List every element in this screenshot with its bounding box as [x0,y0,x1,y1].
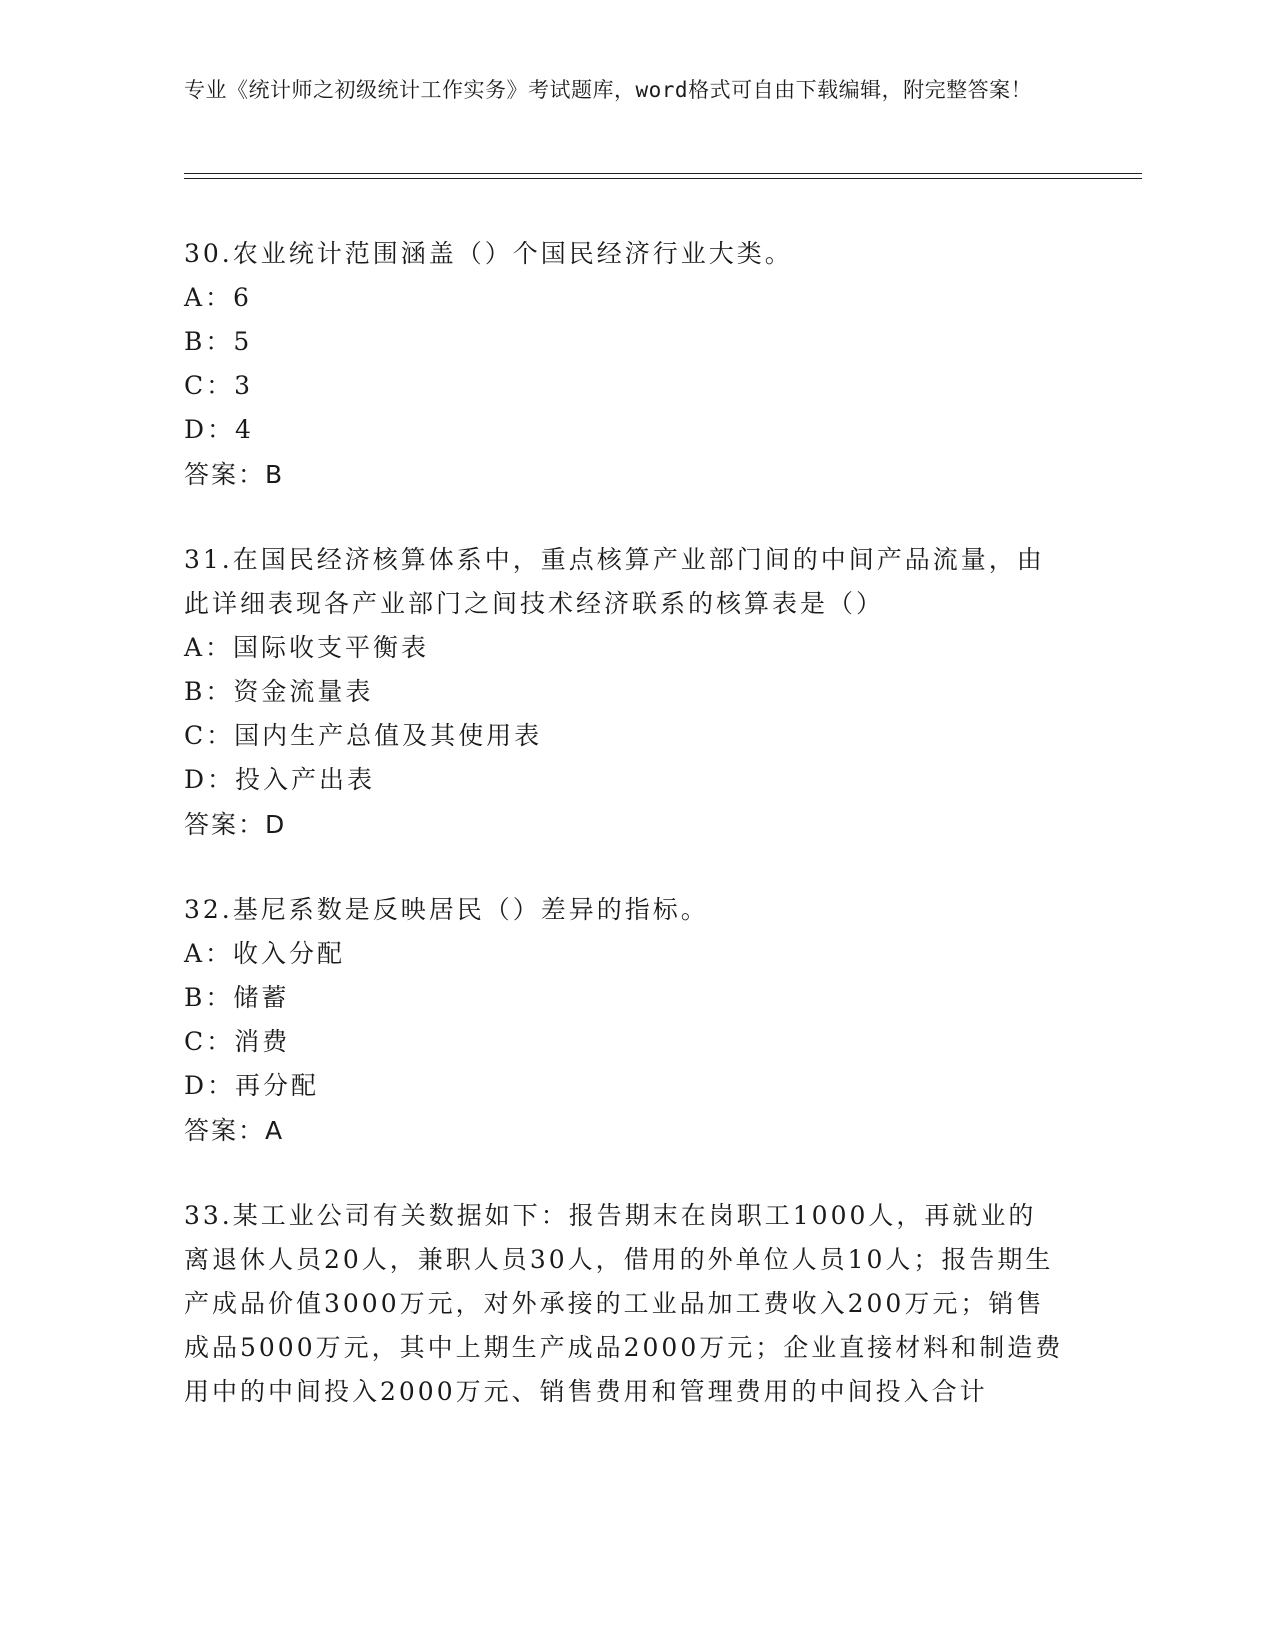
answer-line: 答案：B [184,460,285,489]
question-list [184,232,1064,1454]
option-b: B：5 [184,327,253,356]
option-b: B：储蓄 [184,983,290,1012]
header-divider-top [184,173,1142,174]
question-30 [184,232,1064,498]
question-32 [184,888,1064,1154]
question-33 [184,1194,1064,1414]
option-b: B：资金流量表 [184,677,374,706]
question-31 [184,538,1064,848]
answer-line: 答案：D [184,810,287,839]
option-a: A：收入分配 [184,939,346,968]
option-a: A：6 [184,283,252,312]
option-a: A：国际收支平衡表 [184,633,430,662]
question-stem: 33.某工业公司有关数据如下：报告期末在岗职工1000人，再就业的离退休人员20人，兼职人员30人，借用的外单位人员10人；报告期生产成品价值3000万元，对外承接的工业品加工费收入200万元；销售成品5000万元，其中上期生产成品2000万元；企业直接材料和制造费用中的中间投入2000万元、销售费用和管理费用的中间投入合计 [184,1201,1064,1406]
question-stem: 30.农业统计范围涵盖（）个国民经济行业大类。 [184,239,793,268]
option-d: D：投入产出表 [184,765,376,794]
document-header: 专业《统计师之初级统计工作实务》考试题库，word格式可自由下载编辑，附完整答案！ [184,78,1033,102]
option-c: C：3 [184,371,254,400]
answer-line: 答案：A [184,1116,285,1145]
header-divider-bottom [184,178,1142,179]
option-c: C：国内生产总值及其使用表 [184,721,543,750]
option-c: C：消费 [184,1027,291,1056]
question-stem: 31.在国民经济核算体系中，重点核算产业部门间的中间产品流量，由此详细表现各产业部门之间技术经济联系的核算表是（） [184,545,1045,618]
question-stem: 32.基尼系数是反映居民（）差异的指标。 [184,895,709,924]
option-d: D：4 [184,415,254,444]
option-d: D：再分配 [184,1071,320,1100]
